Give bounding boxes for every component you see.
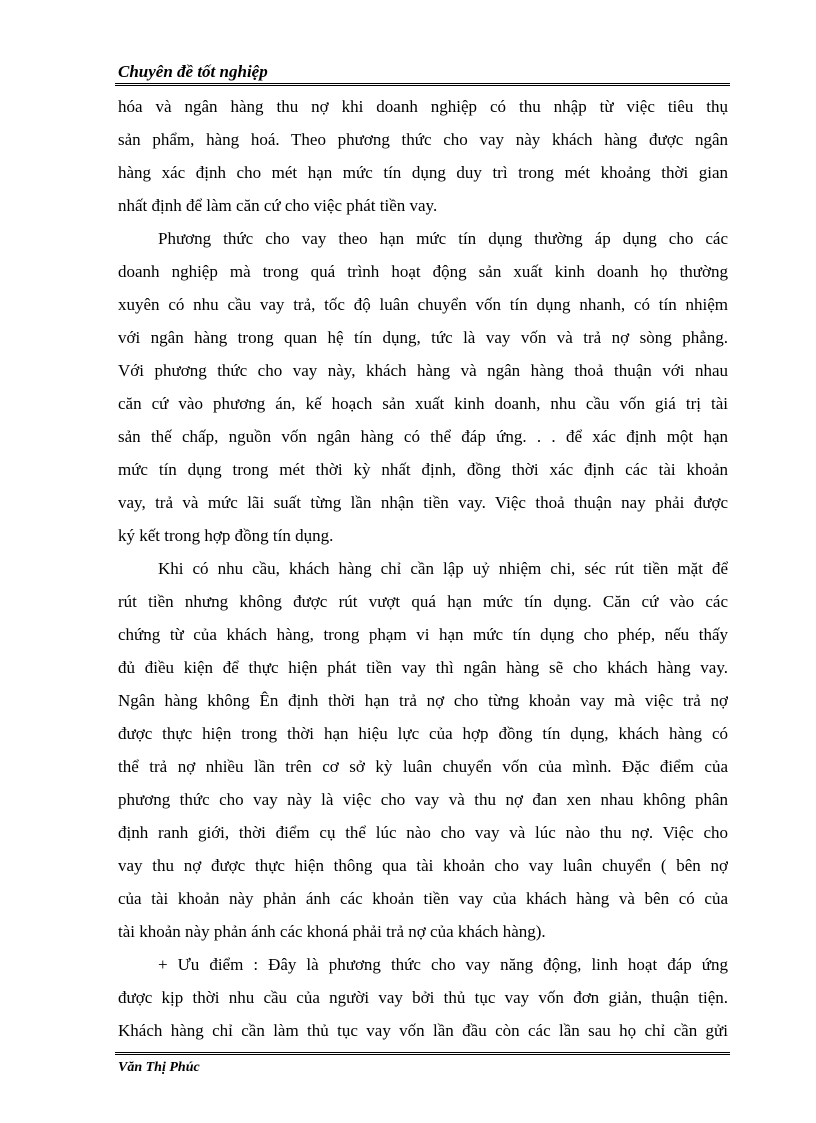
text-line: thể trả nợ nhiều lần trên cơ sở kỳ luân chuyển vốn của mình. Đặc điểm của [118, 757, 728, 776]
text-line: mức tín dụng trong mét thời kỳ nhất định, đồng thời xác định các tài khoản [118, 460, 728, 479]
text-line: tài khoản này phản ánh các khoná phải trả nợ của khách hàng). [118, 922, 546, 941]
text-line: Khi có nhu cầu, khách hàng chỉ cần lập uỷ nhiệm chi, séc rút tiền mặt để [158, 559, 728, 578]
text-line: chứng từ của khách hàng, trong phạm vi hạn mức tín dụng cho phép, nếu thấy [118, 625, 728, 644]
text-line: hóa và ngân hàng thu nợ khi doanh nghiệp có thu nhập từ việc tiêu thụ [118, 97, 728, 116]
text-line: phương thức cho vay này là việc cho vay và thu nợ đan xen nhau không phân [118, 790, 728, 809]
footer-author: Văn Thị Phúc [118, 1060, 200, 1075]
text-line: xuyên có nhu cầu vay trả, tốc độ luân chuyển vốn tín dụng nhanh, có tín nhiệm [118, 295, 728, 314]
text-line: được kịp thời nhu cầu của người vay bởi thủ tục vay vốn đơn giản, thuận tiện. [118, 988, 728, 1007]
text-line: hàng xác định cho mét hạn mức tín dụng duy trì trong mét khoảng thời gian [118, 163, 728, 182]
text-line: Khách hàng chỉ cần làm thủ tục vay vốn lần đầu còn các lần sau họ chỉ cần gửi [118, 1021, 728, 1040]
text-line: ký kết trong hợp đồng tín dụng. [118, 526, 334, 545]
text-line: + Ưu điểm : Đây là phương thức cho vay năng động, linh hoạt đáp ứng [158, 955, 728, 974]
text-line: Phương thức cho vay theo hạn mức tín dụng thường áp dụng cho các [158, 229, 728, 248]
text-line: căn cứ vào phương án, kế hoạch sản xuất kinh doanh, nhu cầu vốn giá trị tài [118, 394, 728, 413]
text-line: doanh nghiệp mà trong quá trình hoạt động sản xuất kinh doanh họ thường [118, 262, 728, 281]
footer-rule [115, 1052, 730, 1055]
text-line: vay thu nợ được thực hiện thông qua tài khoản cho vay luân chuyển ( bên nợ [118, 856, 728, 875]
text-line: đủ điều kiện để thực hiện phát tiền vay thì ngân hàng sẽ cho khách hàng vay. [118, 658, 728, 677]
header-title: Chuyên đề tốt nghiệp [118, 62, 268, 81]
header-rule [115, 83, 730, 86]
text-line: của tài khoản này phản ánh các khoản tiền vay của khách hàng và bên có của [118, 889, 728, 908]
text-line: sản thế chấp, nguồn vốn ngân hàng có thể đáp ứng. . . để xác định một hạn [118, 427, 728, 446]
text-line: Ngân hàng không Ên định thời hạn trả nợ cho từng khoản vay mà việc trả nợ [118, 691, 728, 710]
text-line: sản phẩm, hàng hoá. Theo phương thức cho vay này khách hàng được ngân [118, 130, 728, 149]
text-line: nhất định để làm căn cứ cho việc phát tiền vay. [118, 196, 438, 215]
text-line: định ranh giới, thời điểm cụ thể lúc nào cho vay và lúc nào thu nợ. Việc cho [118, 823, 728, 842]
text-line: vay, trả và mức lãi suất từng lần nhận tiền vay. Việc thoả thuận nay phải được [118, 493, 728, 512]
text-line: Với phương thức cho vay này, khách hàng và ngân hàng thoả thuận với nhau [118, 361, 728, 380]
text-line: được thực hiện trong thời hạn hiệu lực của hợp đồng tín dụng, khách hàng có [118, 724, 728, 743]
text-line: rút tiền nhưng không được rút vượt quá hạn mức tín dụng. Căn cứ vào các [118, 592, 728, 611]
text-line: với ngân hàng trong quan hệ tín dụng, tức là vay vốn và trả nợ sòng phẳng. [118, 328, 728, 347]
